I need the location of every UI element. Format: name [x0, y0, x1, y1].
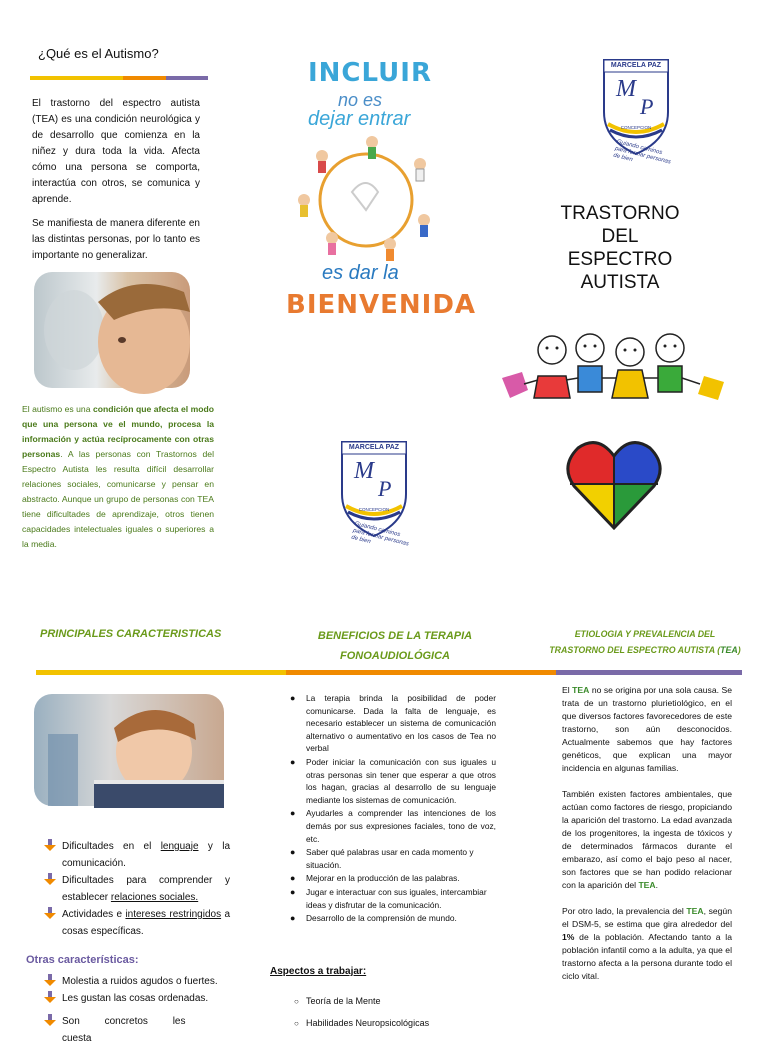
- panel1-paragraph-2: Se manifiesta de manera diferente en las distintas personas, por lo tanto es importante no generalizar.: [32, 218, 200, 261]
- logo-mid-name: MARCELA PAZ: [348, 444, 400, 451]
- section-title-etiology: [540, 626, 750, 658]
- panel1-title: ¿Qué es el Autismo?: [38, 46, 159, 61]
- children-circle-illustration: [292, 134, 438, 264]
- list-item: ● Ayudarles a comprender las intenciones de los demás por sus expresiones faciales, tono de voz, etc.: [286, 807, 496, 845]
- list-item: ● Saber qué palabras usar en cada momento y situación.: [286, 846, 496, 871]
- list-item: ● Desarrollo de la comprensión de mundo.: [286, 912, 496, 925]
- poster-line-bienvenida: BIENVENIDA: [286, 290, 477, 320]
- list-item: ● La terapia brinda la posibilidad de poder comunicarse. Dada la falta de lenguaje, es necesario establecer un sistema de comunicación alternativo o aumentativo en los casos de Tea no verbal: [286, 692, 496, 755]
- arrow-down-icon: [44, 839, 56, 851]
- list-item: Molestia a ruidos agudos o fuertes.: [44, 973, 230, 990]
- logo-top-m: M: [616, 76, 636, 102]
- aspects-list: [280, 990, 500, 1034]
- logo-mid-m: M: [354, 458, 374, 484]
- etiology-paragraph-2: También existen factores ambientales, que actúan como factores de riesgo, propiciando la aparición del trastorno. La edad avanzada de los progenitores, la ingesta de tóxicos y de determinados fármacos durante el embarazo, así como el bajo peso al nacer, son factores que se han podido relacionar con la aparición del TEA.: [562, 789, 732, 890]
- list-item: ○ Teoría de la Mente: [280, 990, 500, 1012]
- inclusion-poster: [282, 54, 477, 330]
- logo-mid-p: P: [378, 476, 392, 501]
- aspects-title: Aspectos a trabajar:: [270, 966, 367, 977]
- arrow-down-icon: [44, 873, 56, 885]
- list-item: ○ Habilidades Neuropsicológicas: [280, 1012, 500, 1034]
- arrow-down-icon: [44, 907, 56, 919]
- cover-title-line-3: ESPECTRO: [567, 249, 673, 270]
- poster-line-incluir: INCLUIR: [308, 58, 432, 88]
- list-item: Actividades e intereses restringidos a cosas específicas.: [44, 906, 230, 940]
- section-title-benefits: [300, 626, 490, 666]
- panel1-paragraph-1: El trastorno del espectro autista (TEA) es una condición neurológica y de desarrollo que comienza en la niñez y dura toda la vida. Afecta cómo una persona se comporta, interactúa con otros, se comunica y aprende.: [32, 98, 200, 205]
- poster-line-no-es: no es: [338, 90, 383, 110]
- logo-mid-motto: Guiando caminos para formar personas de bien: [350, 521, 410, 548]
- child-thinking-photo: [34, 694, 224, 806]
- cover-title-line-4: AUTISTA: [580, 272, 660, 293]
- arrow-down-icon: [44, 1014, 56, 1026]
- poster-line-dejar-entrar: dejar entrar: [308, 108, 411, 130]
- list-item: ● Jugar e interactuar con sus iguales, intercambiar ideas y disfrutar de la comunicación.: [286, 886, 496, 911]
- list-item: Dificultades en el lenguaje y la comunicación.: [44, 838, 230, 872]
- etiology-paragraph-3: Por otro lado, la prevalencia del TEA, según el DSM-5, se estima que gira alrededor del 1% de la población. Afectando tanto a la población infantil como a la adulta, ya que el trastorno afecta a la persona durante todo el ciclo vital.: [562, 906, 732, 981]
- section-title-etiology-line2: TRASTORNO DEL ESPECTRO AUTISTA (TEA): [549, 645, 741, 655]
- other-characteristics-list: [44, 973, 230, 1047]
- kids-holding-hands-illustration: [498, 322, 728, 414]
- characteristics-list: [44, 838, 230, 940]
- logo-top-band: CONCEPCION: [620, 125, 652, 130]
- section-title-characteristics: PRINCIPALES CARACTERISTICAS: [40, 628, 222, 640]
- logo-top-p: P: [640, 94, 654, 119]
- benefits-list: [286, 692, 496, 926]
- poster-line-es-dar-la: es dar la: [322, 262, 399, 284]
- logo-mid-band: CONCEPCION: [358, 507, 390, 512]
- child-photo-window: [34, 272, 190, 388]
- cover-title: [530, 202, 710, 294]
- logo-top-motto: Guiando caminos para formar personas de bien: [612, 139, 672, 166]
- school-logo-top: [596, 56, 676, 166]
- cover-title-line-1: TRASTORNO: [560, 203, 680, 224]
- panel1-paragraph-3: El autismo es una condición que afecta el modo que una persona ve el mundo, procesa la información y actúa recíprocamente con otras personas. A las personas con Trastornos del Espectro Autista les resulta difícil desarrollar relaciones sociales, comunicarse y pensar en abstracto. Aunque un grupo de personas con TEA tiene dificultades de aprendizaje, otros tienen capacidades intelectuales iguales o superiores a la media.: [22, 404, 215, 549]
- logo-top-name: MARCELA PAZ: [610, 62, 662, 69]
- section-title-benefits-line2: FONOAUDIOLÓGICA: [340, 650, 450, 662]
- etiology-paragraph-1: El TEA no se origina por una sola causa. Se trata de un trastorno plurietiológico, en el que diversos factores favorecedores de este trastorno, son aún desconocidos. Actualmente sabemos que hay factores genéticos, que explican una mayor incidencia en algunas familias.: [562, 685, 733, 773]
- other-characteristics-title: Otras características:: [26, 954, 139, 966]
- section-title-etiology-line1: ETIOLOGIA Y PREVALENCIA DEL: [574, 629, 716, 639]
- list-item: Les gustan las cosas ordenadas.: [44, 990, 230, 1007]
- list-item: Dificultades para comprender y establecer relaciones sociales.: [44, 872, 230, 906]
- puzzle-heart-icon: [566, 436, 662, 532]
- panel-what-is-autism: [0, 0, 230, 600]
- section-title-benefits-line1: BENEFICIOS DE LA TERAPIA: [317, 630, 473, 642]
- panel1-title-bar: [30, 76, 208, 80]
- list-item: ● Mejorar en la producción de las palabras.: [286, 872, 496, 885]
- list-item: ● Poder iniciar la comunicación con sus iguales u otras personas sin tener que esperar a que otros los hagan, gracias al desarrollo de su lenguaje mediante los sistemas de comunicación.: [286, 756, 496, 806]
- section-divider-bar: [36, 670, 742, 675]
- arrow-down-icon: [44, 974, 56, 986]
- school-logo-middle: [334, 438, 414, 548]
- arrow-down-icon: [44, 991, 56, 1003]
- etiology-text: [562, 684, 732, 983]
- cover-title-line-2: DEL: [601, 226, 639, 247]
- list-item: Son concretos les cuesta: [44, 1013, 230, 1047]
